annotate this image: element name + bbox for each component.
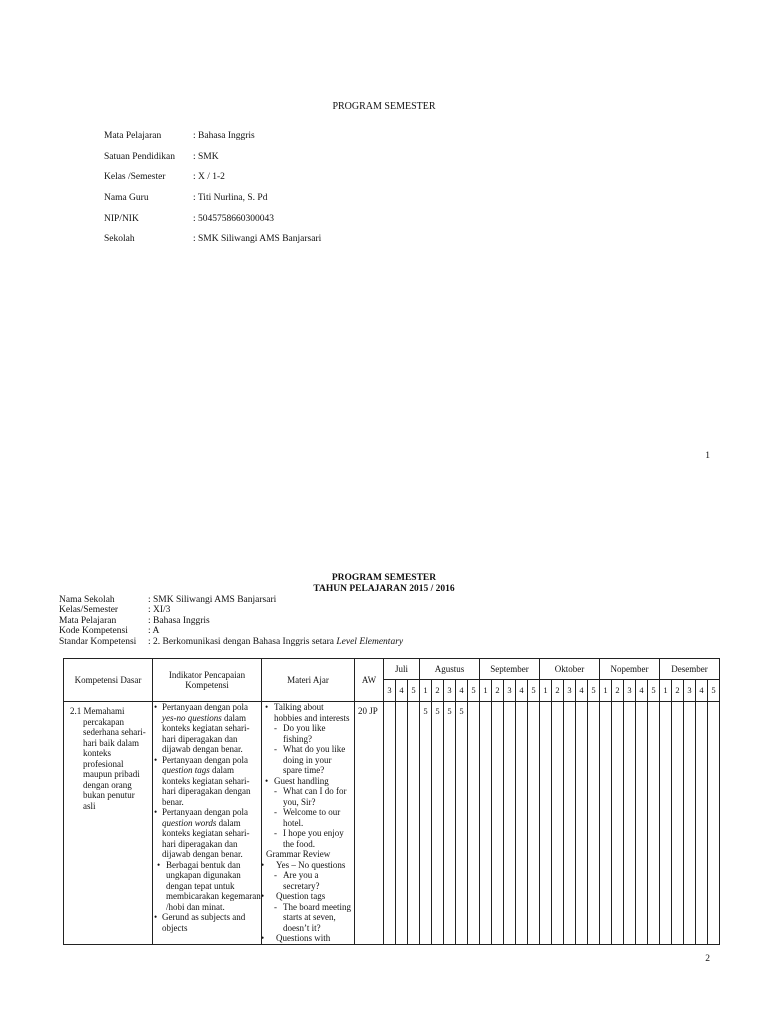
list-item: • Questions with: [265, 933, 352, 944]
field-value: : X / 1-2: [193, 172, 225, 182]
field-value: : Titi Nurlina, S. Pd: [193, 193, 268, 203]
week-header: 1: [600, 680, 612, 702]
field-label: Nama Sekolah: [59, 595, 115, 605]
field-value: : Bahasa Inggris: [193, 131, 255, 141]
kd-description: percakapan sederhana sehari-hari baik dalam konteks profesional maupun pribadi dengan orang bukan penutur asli: [83, 716, 146, 811]
field-value-italic: Level Elementary: [336, 637, 404, 647]
aw-cell: 20 JP: [355, 702, 384, 945]
header-kompetensi-dasar: Kompetensi Dasar: [64, 659, 153, 702]
list-item: • Yes – No questions: [265, 860, 352, 871]
field-label: Kelas /Semester: [104, 172, 166, 182]
week-header: 3: [384, 680, 396, 702]
week-cell: [564, 702, 576, 945]
month-header: September: [480, 659, 540, 680]
week-cell: [504, 702, 516, 945]
week-header: 2: [492, 680, 504, 702]
field-label: Satuan Pendidikan: [104, 152, 175, 162]
week-cell: [684, 702, 696, 945]
week-header: 5: [468, 680, 480, 702]
week-header: 4: [456, 680, 468, 702]
week-cell: [396, 702, 408, 945]
week-header: 2: [612, 680, 624, 702]
week-header: 3: [624, 680, 636, 702]
list-item: - What can I do for you, Sir?: [265, 786, 352, 807]
p1-field-satuan-pendidikan: [104, 152, 524, 166]
week-cell: [384, 702, 396, 945]
week-cell: [708, 702, 720, 945]
field-value: : SMK Siliwangi AMS Banjarsari: [193, 234, 322, 244]
week-cell: [528, 702, 540, 945]
week-cell: [588, 702, 600, 945]
indikator-cell: [153, 702, 262, 945]
field-value: : 5045758660300043: [193, 214, 275, 224]
table-row: [64, 702, 720, 945]
field-label: Mata Pelajaran: [104, 131, 162, 141]
week-header: 4: [636, 680, 648, 702]
month-header: Desember: [660, 659, 720, 680]
field-value: : A: [148, 626, 160, 636]
week-header: 4: [576, 680, 588, 702]
list-item: - I hope you enjoy the food.: [265, 828, 352, 849]
page-number: 2: [705, 954, 710, 964]
week-cell: [480, 702, 492, 945]
week-header: 1: [480, 680, 492, 702]
week-cell: [408, 702, 420, 945]
field-label: NIP/NIK: [104, 214, 139, 224]
week-cell: [624, 702, 636, 945]
list-item: Grammar Review: [266, 849, 331, 859]
list-item: • Question tags: [265, 891, 352, 902]
p1-field-nama-guru: [104, 193, 524, 207]
week-header: 3: [444, 680, 456, 702]
week-header: 5: [588, 680, 600, 702]
week-cell: [600, 702, 612, 945]
week-header: 5: [528, 680, 540, 702]
week-cell: 5: [444, 702, 456, 945]
list-item: • Gerund as subjects and objects: [153, 912, 261, 933]
list-item: • Pertanyaan dengan pola question words dalam konteks kegiatan sehari-hari diperagakan dan dijawab dengan benar.: [153, 807, 261, 860]
week-cell: 5: [420, 702, 432, 945]
kompetensi-dasar-cell: [64, 702, 153, 945]
header-indikator: Indikator Pencapaian Kompetensi: [153, 659, 262, 702]
week-cell: [468, 702, 480, 945]
p1-field-sekolah: [104, 234, 524, 248]
week-cell: [696, 702, 708, 945]
week-header: 1: [420, 680, 432, 702]
week-cell: [576, 702, 588, 945]
list-item: • Talking about hobbies and interests: [265, 702, 352, 723]
week-cell: [612, 702, 624, 945]
field-value-text: : 2. Berkomunikasi dengan Bahasa Inggris setara: [148, 637, 337, 647]
field-label: Standar Kompetensi: [59, 637, 137, 647]
field-value: : SMK Siliwangi AMS Banjarsari: [148, 595, 277, 605]
week-cell: [516, 702, 528, 945]
week-cell: [492, 702, 504, 945]
field-value: : SMK: [193, 152, 219, 162]
list-item: - What do you like doing in your spare time?: [265, 744, 352, 776]
list-item: - Are you a secretary?: [265, 870, 352, 891]
field-label: Kode Kompetensi: [59, 626, 128, 636]
p2-field-kode-kompetensi: [59, 626, 719, 637]
week-header: 4: [696, 680, 708, 702]
list-item: • Pertanyaan dengan pola question tags dalam konteks kegiatan sehari-hari diperagakan dengan benar.: [153, 755, 261, 808]
indikator-list: [153, 702, 261, 933]
week-header: 5: [408, 680, 420, 702]
field-label: Sekolah: [104, 234, 135, 244]
list-item: • Berbagai bentuk dan ungkapan digunakan dengan tepat untuk membicarakan kegemaran /hobi dan minat.: [153, 860, 261, 913]
week-header: 5: [708, 680, 720, 702]
list-item: - Do you like fishing?: [265, 723, 352, 744]
week-header: 1: [540, 680, 552, 702]
field-label: Mata Pelajaran: [59, 616, 117, 626]
week-header: 3: [504, 680, 516, 702]
p2-field-kelas-semester: [59, 605, 719, 616]
week-header: 4: [396, 680, 408, 702]
month-header: Agustus: [420, 659, 480, 680]
week-header: 5: [648, 680, 660, 702]
week-cell: [672, 702, 684, 945]
page-number: 1: [705, 451, 710, 461]
field-value: [148, 637, 403, 647]
month-header: Oktober: [540, 659, 600, 680]
p1-field-nip-nik: [104, 214, 524, 228]
semester-schedule-table: [63, 658, 720, 945]
week-header: 3: [564, 680, 576, 702]
list-item: - The board meeting starts at seven, doesn’t it?: [265, 902, 352, 934]
week-cell: 5: [456, 702, 468, 945]
p2-field-standar-kompetensi: [59, 637, 719, 648]
week-header: 4: [516, 680, 528, 702]
field-value: : XI/3: [148, 605, 171, 615]
week-header: 1: [660, 680, 672, 702]
p1-field-mata-pelajaran: [104, 131, 524, 145]
week-header: 2: [432, 680, 444, 702]
month-header: Nopember: [600, 659, 660, 680]
week-header: 3: [684, 680, 696, 702]
week-cell: [648, 702, 660, 945]
field-label: Kelas/Semester: [59, 605, 119, 615]
field-value: : Bahasa Inggris: [148, 616, 210, 626]
header-row-months: [64, 659, 720, 680]
field-label: Nama Guru: [104, 193, 149, 203]
week-header: 2: [672, 680, 684, 702]
header-materi-ajar: Materi Ajar: [262, 659, 355, 702]
kd-title: 2.1 Memahami: [70, 706, 125, 716]
academic-year: TAHUN PELAJARAN 2015 / 2016: [313, 584, 455, 594]
week-cell: 5: [432, 702, 444, 945]
page2-title: PROGRAM SEMESTER: [331, 573, 437, 583]
header-aw: AW: [355, 659, 384, 702]
month-header: Juli: [384, 659, 420, 680]
week-header: 2: [552, 680, 564, 702]
materi-ajar-cell: [262, 702, 355, 945]
list-item: • Guest handling: [265, 776, 352, 787]
week-cell: [540, 702, 552, 945]
week-cell: [660, 702, 672, 945]
page1-title: PROGRAM SEMESTER: [332, 101, 436, 112]
p1-field-kelas-semester: [104, 172, 524, 186]
list-item: - Welcome to our hotel.: [265, 807, 352, 828]
week-cell: [552, 702, 564, 945]
list-item: • Pertanyaan dengan pola yes-no questions dalam konteks kegiatan sehari-hari diperagakan dan dijawab dengan benar.: [153, 702, 261, 755]
week-cell: [636, 702, 648, 945]
